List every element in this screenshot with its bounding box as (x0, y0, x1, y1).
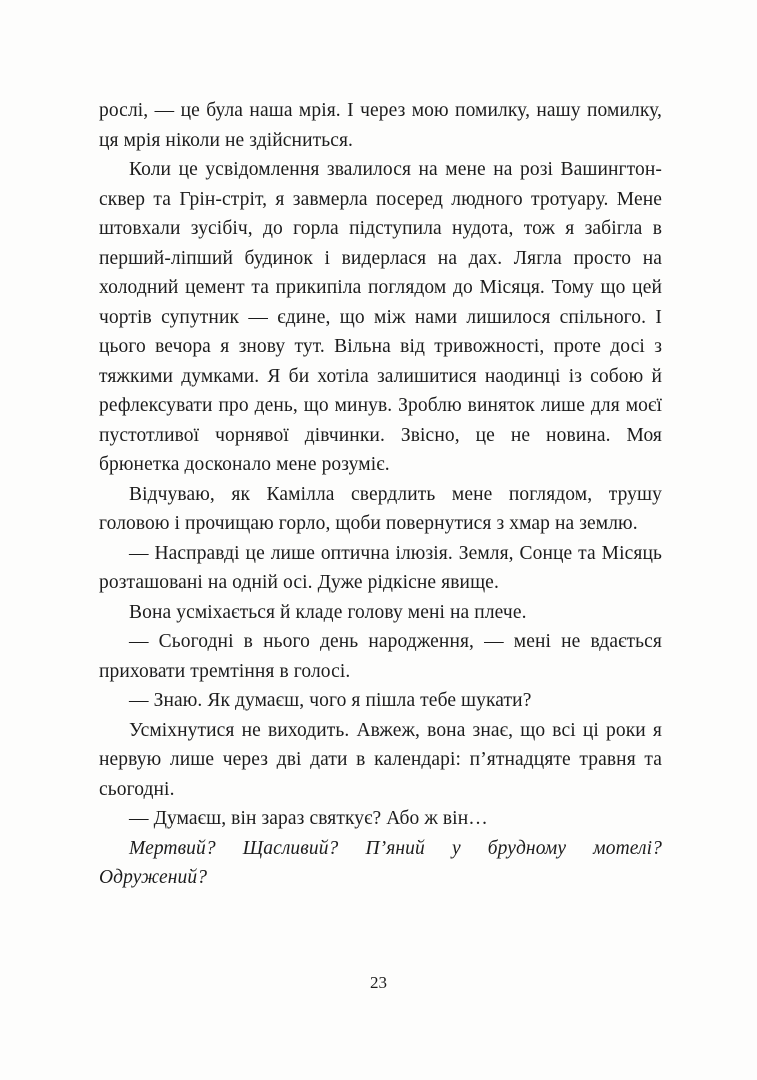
page-text (99, 96, 662, 893)
paragraph: Вона усміхається й кладе голову мені на плече. (129, 601, 527, 623)
paragraph: — Сьогодні в нього день народження, — мені не вдається приховати тремтіння в голосі. (99, 631, 662, 682)
paragraph: — Насправді це лише оптична ілюзія. Земля, Сонце та Місяць розташовані на одній осі. Дуже рідкісне явище. (99, 542, 662, 593)
page-number: 23 (370, 973, 387, 992)
paragraph: Відчуваю, як Камілла свердлить мене поглядом, трушу головою і прочищаю горло, щоби повернутися з хмар на землю. (99, 483, 662, 534)
paragraph: — Знаю. Як думаєш, чого я пішла тебе шукати? (129, 690, 532, 711)
paragraph: Усміхнутися не виходить. Авжеж, вона знає, що всі ці роки я нервую лише через дві дати в календарі: п’ятнадцяте травня та сьогодні. (99, 719, 662, 800)
paragraph: — Думаєш, він зараз святкує? Або ж він… (129, 808, 488, 829)
paragraph: Коли це усвідомлення звалилося на мене на розі Вашингтон-сквер та Грін-стріт, я завмерла посеред людного тротуару. Мене штовхали зусібіч, до горла підступила нудота, тож я забігла в перший-ліпший будинок і видерлася на дах. Лягла просто на холодний цемент та прикипіла поглядом до Місяця. Тому що цей чортів супутник — єдине, що між нами лишилося спільного. І цього вечора я знову тут. Вільна від тривожності, проте досі з тяжкими думками. Я би хотіла залишитися наодинці із собою й рефлексувати про день, що минув. Зроблю виняток лише для моєї пустотливої чорнявої дівчинки. Звісно, це не новина. Моя брюнетка досконало мене розуміє. (99, 159, 662, 475)
paragraph: Мертвий? Щасливий? П’яний у брудному мотелі? Одружений? (99, 837, 662, 888)
paragraph: рослі, — це була наша мрія. І через мою помилку, нашу помилку, ця мрія ніколи не здійсниться. (99, 100, 662, 151)
